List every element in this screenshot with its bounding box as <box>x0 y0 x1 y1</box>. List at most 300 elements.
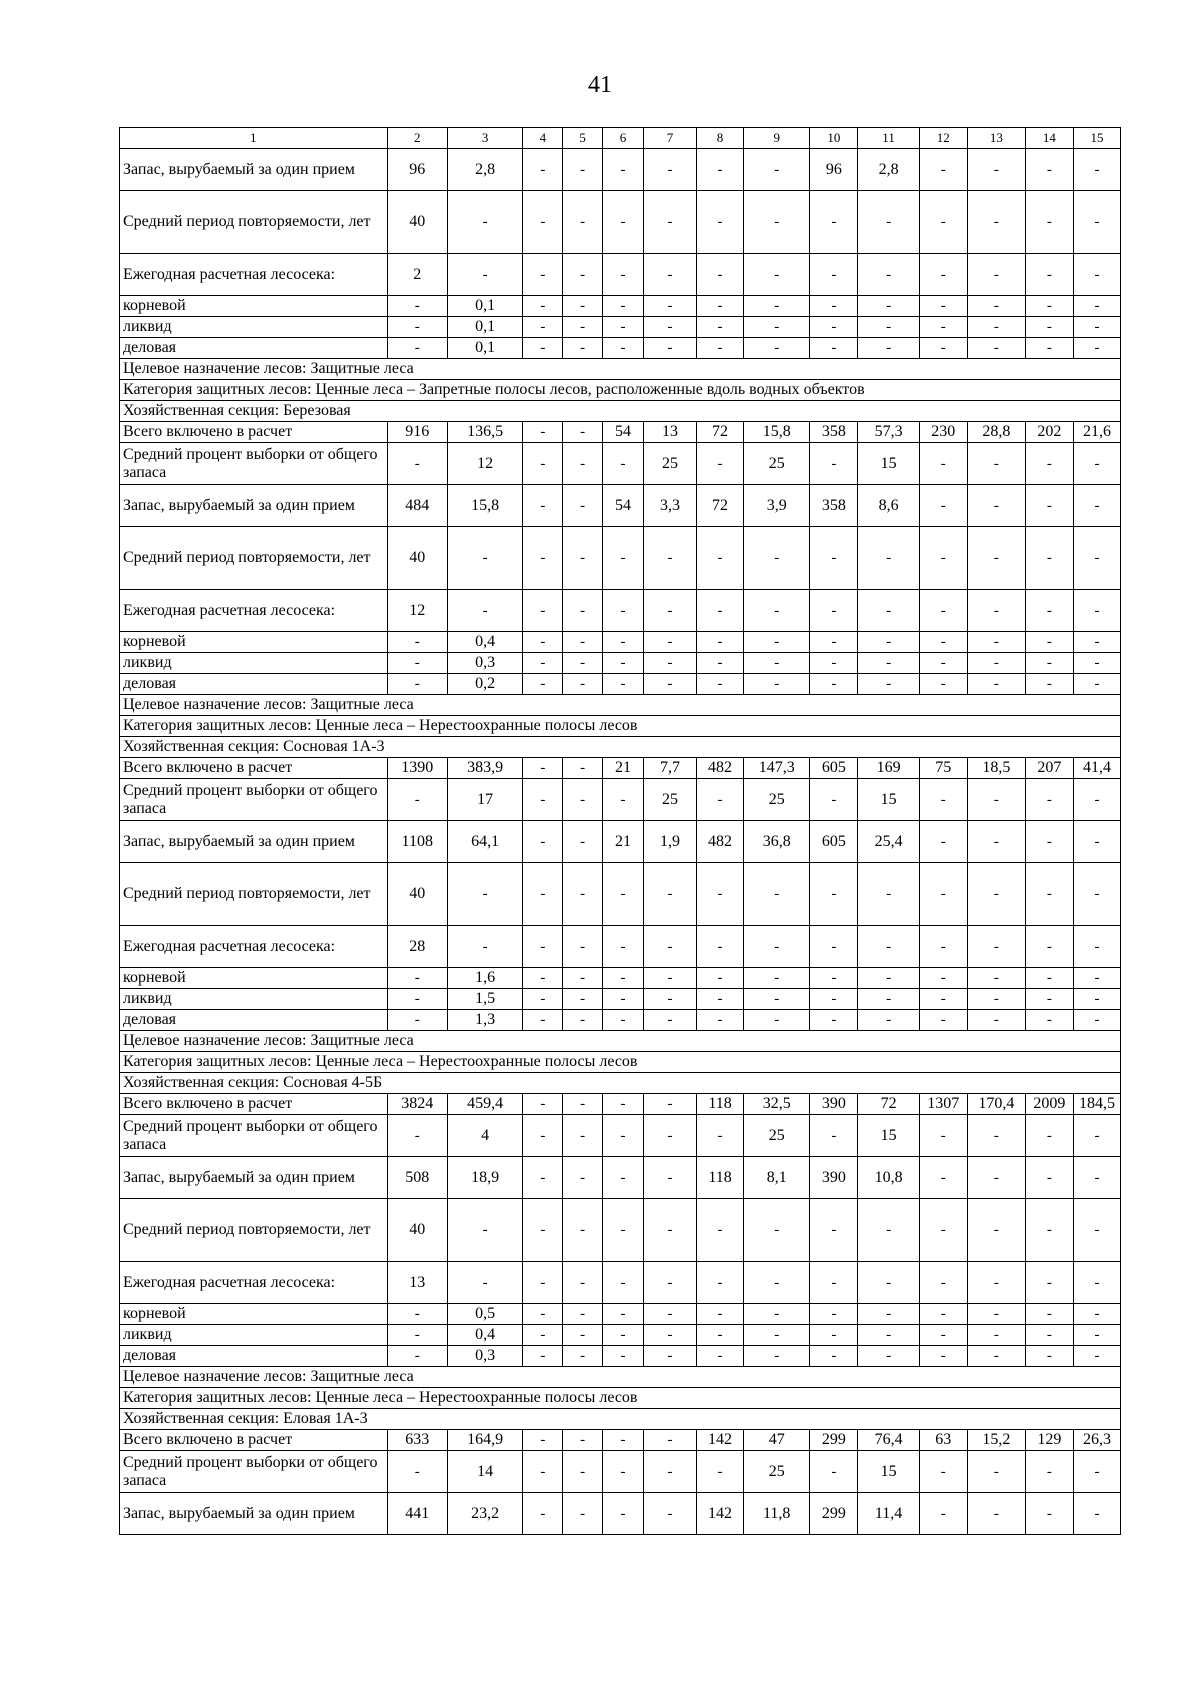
table-cell: - <box>563 1325 603 1346</box>
table-cell: 1390 <box>387 758 447 779</box>
table-cell: - <box>967 1010 1025 1031</box>
table-cell: - <box>387 1304 447 1325</box>
table-cell: 142 <box>697 1430 744 1451</box>
table-cell: - <box>744 149 810 191</box>
table-cell: 57,3 <box>858 422 919 443</box>
table-cell: - <box>967 1325 1025 1346</box>
section-heading: Целевое назначение лесов: Защитные леса <box>120 359 1121 380</box>
table-cell: - <box>643 926 696 968</box>
table-cell: - <box>919 1262 967 1304</box>
table-cell: - <box>810 317 858 338</box>
row-label: Запас, вырубаемый за один прием <box>120 485 388 527</box>
table-cell: - <box>643 989 696 1010</box>
table-row <box>120 317 1121 338</box>
table-cell: 0,1 <box>447 296 523 317</box>
table-cell: - <box>967 863 1025 926</box>
table-cell: - <box>1025 149 1073 191</box>
table-cell: - <box>523 674 563 695</box>
table-cell: - <box>744 653 810 674</box>
table-cell: - <box>967 1304 1025 1325</box>
table-cell: - <box>919 632 967 653</box>
table-cell: 25 <box>744 1115 810 1157</box>
table-cell: - <box>810 1346 858 1367</box>
table-row <box>120 1094 1121 1115</box>
section-heading: Категория защитных лесов: Ценные леса – Нерестоохранные полосы лесов <box>120 1388 1121 1409</box>
table-cell: 2009 <box>1025 1094 1073 1115</box>
table-cell: - <box>563 296 603 317</box>
table-cell: - <box>523 317 563 338</box>
table-cell: - <box>967 527 1025 590</box>
table-cell: 76,4 <box>858 1430 919 1451</box>
table-cell: - <box>447 1199 523 1262</box>
table-cell: - <box>447 527 523 590</box>
table-cell: - <box>387 968 447 989</box>
table-row <box>120 1199 1121 1262</box>
table-cell: 11,8 <box>744 1493 810 1535</box>
table-cell: - <box>563 1199 603 1262</box>
table-cell: - <box>919 989 967 1010</box>
table-row <box>120 674 1121 695</box>
table-cell: - <box>967 1493 1025 1535</box>
table-cell: - <box>1073 1262 1120 1304</box>
table-cell: - <box>967 1157 1025 1199</box>
table-cell: - <box>919 1115 967 1157</box>
table-cell: - <box>1073 653 1120 674</box>
column-number: 11 <box>858 128 919 149</box>
table-cell: - <box>643 968 696 989</box>
table-cell: - <box>744 632 810 653</box>
table-cell: - <box>643 1325 696 1346</box>
table-cell: 13 <box>387 1262 447 1304</box>
table-cell: - <box>523 338 563 359</box>
section-row <box>120 1031 1121 1052</box>
table-cell: 23,2 <box>447 1493 523 1535</box>
table-cell: 390 <box>810 1157 858 1199</box>
table-cell: - <box>697 1115 744 1157</box>
table-cell: - <box>563 485 603 527</box>
table-cell: - <box>858 1262 919 1304</box>
table-cell: 12 <box>447 443 523 485</box>
table-cell: - <box>603 317 644 338</box>
table-cell: 25 <box>744 443 810 485</box>
table-cell: - <box>697 527 744 590</box>
table-cell: 63 <box>919 1430 967 1451</box>
table-cell: 54 <box>603 422 644 443</box>
table-cell: - <box>967 191 1025 254</box>
table-row <box>120 989 1121 1010</box>
table-cell: - <box>919 1493 967 1535</box>
table-cell: - <box>744 317 810 338</box>
table-cell: - <box>603 674 644 695</box>
table-cell: - <box>744 1010 810 1031</box>
table-cell: - <box>643 317 696 338</box>
table-cell: - <box>919 1304 967 1325</box>
row-label: Средний процент выборки от общего запаса <box>120 1115 388 1157</box>
section-heading: Категория защитных лесов: Ценные леса – Нерестоохранные полосы лесов <box>120 1052 1121 1073</box>
table-cell: - <box>563 968 603 989</box>
table-cell: - <box>967 1115 1025 1157</box>
table-cell: - <box>643 1157 696 1199</box>
table-cell: 10,8 <box>858 1157 919 1199</box>
table-cell: - <box>563 1010 603 1031</box>
table-cell: 1,5 <box>447 989 523 1010</box>
table-cell: - <box>858 338 919 359</box>
table-cell: - <box>810 296 858 317</box>
table-cell: - <box>858 1199 919 1262</box>
table-cell: - <box>1073 1493 1120 1535</box>
table-cell: - <box>1025 863 1073 926</box>
table-row <box>120 149 1121 191</box>
table-cell: 47 <box>744 1430 810 1451</box>
table-cell: - <box>744 863 810 926</box>
table-cell: - <box>858 968 919 989</box>
table-cell: - <box>1025 1346 1073 1367</box>
table-cell: 72 <box>697 422 744 443</box>
table-cell: - <box>523 443 563 485</box>
table-cell: - <box>967 1346 1025 1367</box>
table-cell: - <box>697 989 744 1010</box>
table-cell: - <box>643 1094 696 1115</box>
table-cell: - <box>387 1115 447 1157</box>
section-row <box>120 1409 1121 1430</box>
table-cell: - <box>447 926 523 968</box>
table-cell: 17 <box>447 779 523 821</box>
table-cell: 142 <box>697 1493 744 1535</box>
table-cell: - <box>603 779 644 821</box>
table-cell: - <box>643 1010 696 1031</box>
table-cell: - <box>563 1304 603 1325</box>
table-cell: - <box>744 191 810 254</box>
table-cell: - <box>1025 191 1073 254</box>
table-cell: - <box>858 296 919 317</box>
row-label: Запас, вырубаемый за один прием <box>120 1157 388 1199</box>
table-cell: - <box>603 653 644 674</box>
table-cell: - <box>1025 1304 1073 1325</box>
table-cell: - <box>810 968 858 989</box>
table-cell: - <box>967 149 1025 191</box>
table-cell: 605 <box>810 758 858 779</box>
table-cell: - <box>1073 1199 1120 1262</box>
table-cell: - <box>523 926 563 968</box>
table-cell: 508 <box>387 1157 447 1199</box>
table-cell: - <box>810 443 858 485</box>
table-cell: - <box>1025 926 1073 968</box>
table-cell: 7,7 <box>643 758 696 779</box>
table-cell: - <box>919 485 967 527</box>
table-cell: - <box>1073 632 1120 653</box>
table-cell: - <box>919 443 967 485</box>
table-cell: 15,8 <box>744 422 810 443</box>
table-cell: - <box>967 821 1025 863</box>
table-cell: 8,6 <box>858 485 919 527</box>
column-number: 12 <box>919 128 967 149</box>
table-cell: - <box>387 443 447 485</box>
table-cell: - <box>603 863 644 926</box>
table-cell: - <box>1073 317 1120 338</box>
table-cell: - <box>523 779 563 821</box>
table-cell: - <box>1073 149 1120 191</box>
table-cell: 15 <box>858 1115 919 1157</box>
table-cell: 230 <box>919 422 967 443</box>
section-row <box>120 716 1121 737</box>
table-cell: - <box>1073 1346 1120 1367</box>
table-cell: - <box>563 674 603 695</box>
table-cell: - <box>919 1010 967 1031</box>
table-cell: 28,8 <box>967 422 1025 443</box>
table-cell: 40 <box>387 1199 447 1262</box>
table-row <box>120 653 1121 674</box>
table-cell: - <box>744 1199 810 1262</box>
table-row <box>120 779 1121 821</box>
table-cell: - <box>603 149 644 191</box>
column-number: 4 <box>523 128 563 149</box>
table-cell: 18,9 <box>447 1157 523 1199</box>
row-label: корневой <box>120 632 388 653</box>
table-cell: 2,8 <box>447 149 523 191</box>
table-cell: 15 <box>858 779 919 821</box>
table-cell: 0,3 <box>447 653 523 674</box>
table-row <box>120 485 1121 527</box>
table-cell: - <box>967 1199 1025 1262</box>
table-cell: - <box>919 338 967 359</box>
table-cell: 1108 <box>387 821 447 863</box>
table-cell: - <box>810 590 858 632</box>
table-row <box>120 926 1121 968</box>
table-cell: - <box>603 1157 644 1199</box>
row-label: Запас, вырубаемый за один прием <box>120 821 388 863</box>
table-cell: 202 <box>1025 422 1073 443</box>
table-cell: - <box>810 632 858 653</box>
table-row <box>120 296 1121 317</box>
table-cell: 299 <box>810 1430 858 1451</box>
table-cell: - <box>447 254 523 296</box>
table-cell: - <box>563 653 603 674</box>
table-cell: - <box>563 758 603 779</box>
table-cell: - <box>387 1451 447 1493</box>
table-cell: - <box>1025 317 1073 338</box>
table-cell: 26,3 <box>1073 1430 1120 1451</box>
table-cell: - <box>1073 1451 1120 1493</box>
table-cell: - <box>387 1325 447 1346</box>
table-row <box>120 1010 1121 1031</box>
section-row <box>120 1388 1121 1409</box>
table-cell: - <box>603 1451 644 1493</box>
table-cell: - <box>744 590 810 632</box>
table-cell: - <box>603 1325 644 1346</box>
table-cell: 72 <box>697 485 744 527</box>
table-cell: - <box>523 485 563 527</box>
table-cell: 1,9 <box>643 821 696 863</box>
table-cell: - <box>810 254 858 296</box>
table-cell: 21 <box>603 821 644 863</box>
table-cell: 72 <box>858 1094 919 1115</box>
table-cell: - <box>967 1451 1025 1493</box>
table-cell: - <box>643 1262 696 1304</box>
table-cell: - <box>858 1325 919 1346</box>
table-cell: - <box>603 1346 644 1367</box>
section-heading: Хозяйственная секция: Сосновая 1А-3 <box>120 737 1121 758</box>
row-label: деловая <box>120 674 388 695</box>
table-cell: - <box>563 1493 603 1535</box>
table-cell: - <box>643 1430 696 1451</box>
table-cell: 170,4 <box>967 1094 1025 1115</box>
table-cell: - <box>603 254 644 296</box>
table-cell: - <box>643 296 696 317</box>
table-cell: - <box>858 926 919 968</box>
table-cell: - <box>563 527 603 590</box>
table-cell: - <box>919 1346 967 1367</box>
table-cell: - <box>1073 254 1120 296</box>
table-cell: 15,8 <box>447 485 523 527</box>
table-cell: - <box>1073 1325 1120 1346</box>
table-cell: - <box>744 926 810 968</box>
table-cell: - <box>643 590 696 632</box>
row-label: корневой <box>120 968 388 989</box>
row-label: Ежегодная расчетная лесосека: <box>120 254 388 296</box>
row-label: Средний период повторяемости, лет <box>120 191 388 254</box>
table-cell: 118 <box>697 1157 744 1199</box>
table-cell: - <box>858 317 919 338</box>
table-cell: - <box>603 338 644 359</box>
table-cell: - <box>810 1199 858 1262</box>
table-cell: 1307 <box>919 1094 967 1115</box>
section-heading: Хозяйственная секция: Сосновая 4-5Б <box>120 1073 1121 1094</box>
table-cell: - <box>1073 1010 1120 1031</box>
table-cell: - <box>563 317 603 338</box>
table-cell: - <box>1073 296 1120 317</box>
row-label: Средний период повторяемости, лет <box>120 527 388 590</box>
table-cell: - <box>603 1010 644 1031</box>
table-cell: - <box>563 338 603 359</box>
table-cell: - <box>643 1493 696 1535</box>
column-number: 6 <box>603 128 644 149</box>
table-cell: 54 <box>603 485 644 527</box>
table-cell: - <box>1073 926 1120 968</box>
table-cell: - <box>523 968 563 989</box>
table-cell: - <box>919 254 967 296</box>
row-label: Средний процент выборки от общего запаса <box>120 1451 388 1493</box>
row-label: Всего включено в расчет <box>120 758 388 779</box>
table-cell: 14 <box>447 1451 523 1493</box>
table-cell: - <box>967 338 1025 359</box>
table-cell: 3,3 <box>643 485 696 527</box>
section-heading: Целевое назначение лесов: Защитные леса <box>120 1367 1121 1388</box>
table-cell: 3,9 <box>744 485 810 527</box>
table-cell: - <box>1073 1157 1120 1199</box>
table-cell: 25 <box>744 1451 810 1493</box>
table-cell: - <box>447 590 523 632</box>
table-cell: - <box>919 1157 967 1199</box>
table-cell: 390 <box>810 1094 858 1115</box>
table-row <box>120 338 1121 359</box>
table-cell: - <box>919 317 967 338</box>
table-cell: - <box>919 191 967 254</box>
table-row <box>120 1115 1121 1157</box>
table-cell: 36,8 <box>744 821 810 863</box>
table-cell: - <box>858 254 919 296</box>
section-heading: Целевое назначение лесов: Защитные леса <box>120 1031 1121 1052</box>
table-cell: - <box>1025 968 1073 989</box>
table-cell: - <box>810 1115 858 1157</box>
row-label: деловая <box>120 1010 388 1031</box>
table-cell: - <box>810 1262 858 1304</box>
table-cell: - <box>603 1430 644 1451</box>
table-cell: - <box>1073 485 1120 527</box>
table-cell: - <box>563 1115 603 1157</box>
table-cell: - <box>1025 485 1073 527</box>
column-number: 13 <box>967 128 1025 149</box>
row-label: Средний период повторяемости, лет <box>120 863 388 926</box>
table-cell: - <box>1073 779 1120 821</box>
section-row <box>120 1367 1121 1388</box>
table-cell: - <box>697 674 744 695</box>
table-cell: - <box>603 968 644 989</box>
table-cell: - <box>919 863 967 926</box>
table-cell: - <box>697 653 744 674</box>
row-label: Ежегодная расчетная лесосека: <box>120 926 388 968</box>
table-cell: 25,4 <box>858 821 919 863</box>
table-cell: - <box>967 779 1025 821</box>
table-cell: - <box>1073 191 1120 254</box>
table-cell: - <box>744 674 810 695</box>
table-cell: - <box>603 1262 644 1304</box>
row-label: корневой <box>120 1304 388 1325</box>
table-cell: 164,9 <box>447 1430 523 1451</box>
table-cell: - <box>744 1346 810 1367</box>
table-cell: - <box>810 338 858 359</box>
table-cell: - <box>858 632 919 653</box>
table-cell: - <box>919 1451 967 1493</box>
table-cell: - <box>1025 296 1073 317</box>
row-label: ликвид <box>120 317 388 338</box>
table-cell: 484 <box>387 485 447 527</box>
table-row <box>120 1451 1121 1493</box>
table-cell: - <box>919 653 967 674</box>
table-cell: - <box>643 1199 696 1262</box>
table-cell: - <box>1073 590 1120 632</box>
table-cell: - <box>523 1346 563 1367</box>
row-label: ликвид <box>120 1325 388 1346</box>
table-cell: - <box>697 1304 744 1325</box>
table-cell: - <box>697 1451 744 1493</box>
table-cell: - <box>523 989 563 1010</box>
table-cell: - <box>603 1094 644 1115</box>
table-cell: - <box>810 1304 858 1325</box>
table-cell: 0,1 <box>447 317 523 338</box>
section-heading: Категория защитных лесов: Ценные леса – Нерестоохранные полосы лесов <box>120 716 1121 737</box>
row-label: ликвид <box>120 653 388 674</box>
column-number-row <box>120 128 1121 149</box>
column-number: 5 <box>563 128 603 149</box>
table-cell: - <box>603 443 644 485</box>
table-cell: - <box>387 653 447 674</box>
table-cell: - <box>810 1451 858 1493</box>
table-cell: - <box>858 989 919 1010</box>
row-label: Запас, вырубаемый за один прием <box>120 1493 388 1535</box>
table-cell: - <box>563 443 603 485</box>
table-cell: - <box>563 254 603 296</box>
table-cell: - <box>603 590 644 632</box>
section-row <box>120 401 1121 422</box>
table-cell: - <box>563 1451 603 1493</box>
table-cell: - <box>603 989 644 1010</box>
table-cell: - <box>744 968 810 989</box>
table-cell: - <box>697 590 744 632</box>
table-cell: 0,4 <box>447 632 523 653</box>
table-cell: - <box>643 863 696 926</box>
table-cell: - <box>744 989 810 1010</box>
table-row <box>120 1493 1121 1535</box>
